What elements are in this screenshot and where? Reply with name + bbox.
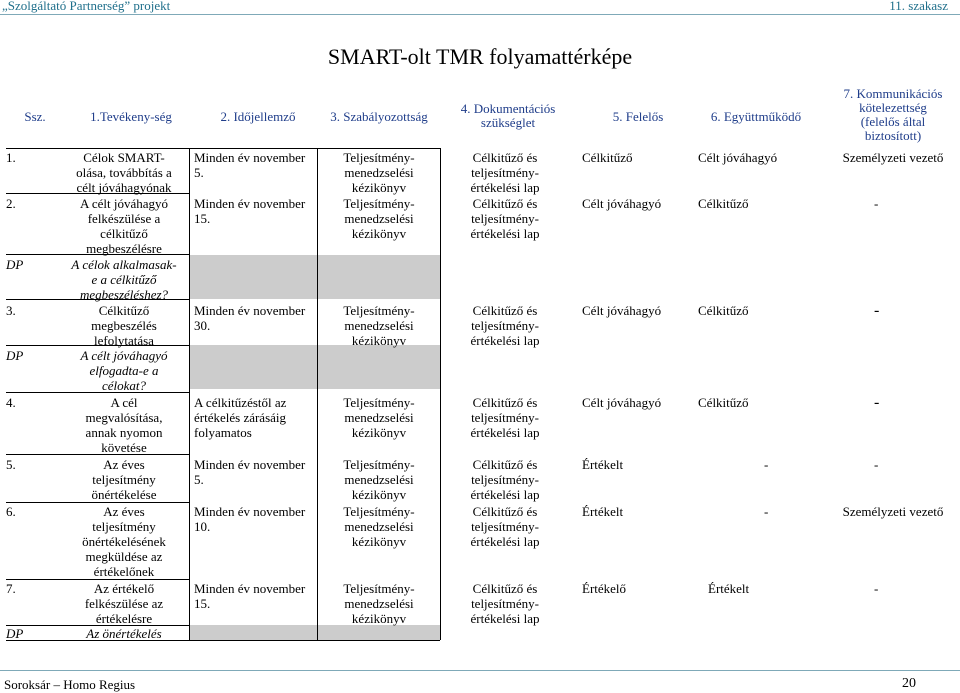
row-4-activity: A cél megvalósítása, annak nyomon követése: [85, 395, 163, 455]
row-5-activity: Az éves teljesítmény önértékelése: [91, 457, 157, 502]
header-rule: [0, 14, 960, 15]
row-5-doc: Célkitűző és teljesítmény- értékelési lap: [470, 457, 540, 502]
row-7-owner: Értékelő: [582, 581, 627, 596]
row-3-owner: Célt jóváhagyó: [582, 303, 662, 318]
row-7-rules: Teljesítmény- menedzselési kézikönyv: [343, 581, 415, 626]
row-5-rules: Teljesítmény- menedzselési kézikönyv: [343, 457, 415, 502]
col-header-comm: 7. Kommunikációs kötelezettség (felelős által biztosított): [843, 86, 943, 143]
grid-hline-r7: [6, 502, 189, 503]
row-6-comm: Személyzeti vezető: [842, 504, 944, 519]
row-4-doc: Célkitűző és teljesítmény- értékelési lap: [470, 395, 540, 440]
row-4-coop: Célkitűző: [698, 395, 749, 410]
row-dp2-activity: A célt jóváhagyó elfogadta-e a célokat?: [80, 348, 168, 393]
row-1-rules: Teljesítmény- menedzselési kézikönyv: [343, 150, 415, 195]
row-7-comm: -: [874, 581, 879, 596]
row-7-doc: Célkitűző és teljesítmény- értékelési lap: [470, 581, 540, 626]
col-header-doc: 4. Dokumentációs szükséglet: [460, 101, 556, 130]
dp-band-2: [189, 345, 440, 389]
footer-org: Soroksár – Homo Regius: [4, 677, 136, 692]
row-7-coop: Értékelt: [708, 581, 750, 596]
row-6-owner: Értékelt: [582, 504, 624, 519]
row-3-activity: Célkitűző megbeszélés lefolytatása: [91, 303, 157, 348]
row-2-coop: Célkitűző: [698, 196, 749, 211]
row-1-coop: Célt jóváhagyó: [698, 150, 778, 165]
row-5-num: 5.: [6, 457, 16, 472]
row-dp3-activity: Az önértékelés: [86, 626, 162, 641]
row-3-rules: Teljesítmény- menedzselési kézikönyv: [343, 303, 415, 348]
row-3-num: 3.: [6, 303, 16, 318]
section-label: 11. szakasz: [889, 0, 948, 13]
row-6-coop: -: [764, 504, 769, 519]
row-6-rules: Teljesítmény- menedzselési kézikönyv: [343, 504, 415, 549]
row-dp1-activity: A célok alkalmasak- e a célkitűző megbeszéléshez?: [71, 257, 177, 302]
row-7-num: 7.: [6, 581, 16, 596]
row-3-time: Minden év november 30.: [194, 303, 306, 333]
row-2-activity: A célt jóváhagyó felkészülése a célkitűző megbeszélésre: [79, 196, 169, 256]
footer-rule: [0, 670, 960, 671]
row-1-owner: Célkitűző: [582, 150, 633, 165]
row-2-time: Minden év november 15.: [194, 196, 306, 226]
grid-vline-1: [189, 148, 190, 640]
row-5-owner: Értékelt: [582, 457, 624, 472]
col-header-time: 2. Időjellemző: [220, 109, 296, 124]
page-title: SMART-olt TMR folyamattérképe: [327, 44, 633, 69]
row-dp1-num: DP: [6, 257, 24, 272]
page-number: 20: [902, 676, 916, 691]
row-5-coop: -: [764, 457, 769, 472]
grid-hline-top: [6, 148, 440, 149]
row-1-comm: Személyzeti vezető: [842, 150, 944, 165]
row-2-owner: Célt jóváhagyó: [582, 196, 662, 211]
col-header-coop: 6. Együttműködő: [710, 109, 802, 124]
col-header-rules: 3. Szabályozottság: [330, 109, 428, 124]
row-3-comm: -: [874, 302, 880, 319]
row-3-coop: Célkitűző: [698, 303, 749, 318]
row-6-activity: Az éves teljesítmény önértékelésének megküldése az értékelőnek: [82, 504, 166, 579]
row-1-time: Minden év november 5.: [194, 150, 306, 180]
row-1-num: 1.: [6, 150, 16, 165]
row-dp2-num: DP: [6, 348, 24, 363]
row-6-time: Minden év november 10.: [194, 504, 306, 534]
row-5-time: Minden év november 5.: [194, 457, 306, 487]
dp-band-1: [189, 255, 440, 299]
row-3-doc: Célkitűző és teljesítmény- értékelési lap: [470, 303, 540, 348]
row-2-num: 2.: [6, 196, 16, 211]
row-4-num: 4.: [6, 395, 16, 410]
row-2-rules: Teljesítmény- menedzselési kézikönyv: [343, 196, 415, 241]
dp-band-3: [189, 625, 440, 640]
row-7-activity: Az értékelő felkészülése az értékelésre: [84, 581, 164, 626]
row-4-time: A célkitűzéstől az értékelés zárásáig folyamatos: [194, 395, 287, 440]
col-header-activity: 1.Tevékeny-ség: [90, 109, 172, 124]
row-dp3-num: DP: [6, 626, 24, 641]
col-header-ssz: Ssz.: [24, 109, 46, 124]
page-header: [0, 0, 960, 14]
project-name: „Szolgáltató Partnerség” projekt: [2, 0, 171, 13]
grid-hline-r8: [6, 579, 189, 580]
row-6-num: 6.: [6, 504, 16, 519]
row-4-comm: -: [874, 394, 880, 411]
col-header-owner: 5. Felelős: [612, 109, 664, 124]
row-2-comm: -: [874, 196, 879, 211]
row-1-activity: Célok SMART- olása, továbbítás a célt jóváhagyónak: [76, 150, 172, 195]
row-4-rules: Teljesítmény- menedzselési kézikönyv: [343, 395, 415, 440]
row-5-comm: -: [874, 457, 879, 472]
row-6-doc: Célkitűző és teljesítmény- értékelési lap: [470, 504, 540, 549]
row-7-time: Minden év november 15.: [194, 581, 306, 611]
row-2-doc: Célkitűző és teljesítmény- értékelési lap: [470, 196, 540, 241]
row-4-owner: Célt jóváhagyó: [582, 395, 662, 410]
row-1-doc: Célkitűző és teljesítmény- értékelési lap: [470, 150, 540, 195]
